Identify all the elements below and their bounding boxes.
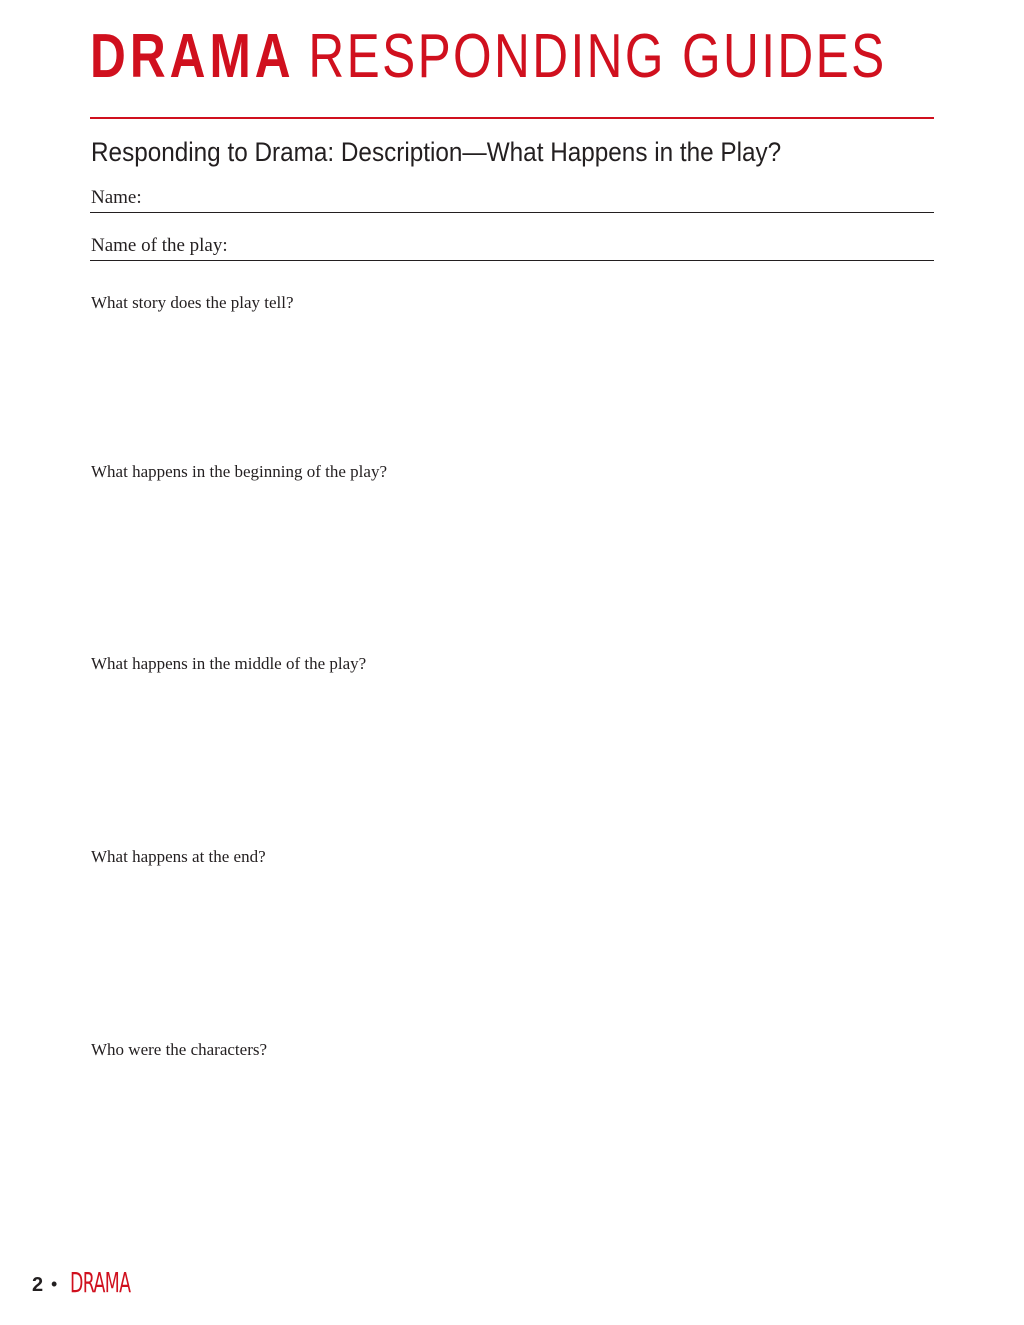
page-number: 2 — [32, 1274, 44, 1296]
name-field[interactable] — [90, 185, 934, 213]
footer-bullet: • — [51, 1274, 58, 1294]
name-field-label: Name: — [91, 187, 142, 208]
question-middle: What happens in the middle of the play? — [91, 654, 367, 673]
title-rest: RESPONDING GUIDES — [308, 22, 887, 91]
header-divider — [90, 117, 934, 119]
question-story: What story does the play tell? — [91, 293, 294, 312]
answer-area-end[interactable] — [90, 872, 934, 1032]
answer-area-beginning[interactable] — [90, 487, 934, 647]
answer-area-characters[interactable] — [90, 1065, 934, 1245]
footer-section-label: DRAMA — [70, 1266, 131, 1299]
page-title — [90, 22, 887, 92]
question-beginning: What happens in the beginning of the play? — [91, 462, 387, 481]
answer-area-story[interactable] — [90, 318, 934, 448]
title-bold-word: DRAMA — [90, 22, 295, 91]
worksheet-subtitle: Responding to Drama: Description—What Happens in the Play? — [91, 137, 782, 167]
question-end: What happens at the end? — [91, 847, 266, 866]
answer-area-middle[interactable] — [90, 679, 934, 839]
question-characters: Who were the characters? — [91, 1040, 268, 1059]
play-name-field-label: Name of the play: — [91, 235, 228, 256]
play-name-field[interactable] — [90, 233, 934, 261]
